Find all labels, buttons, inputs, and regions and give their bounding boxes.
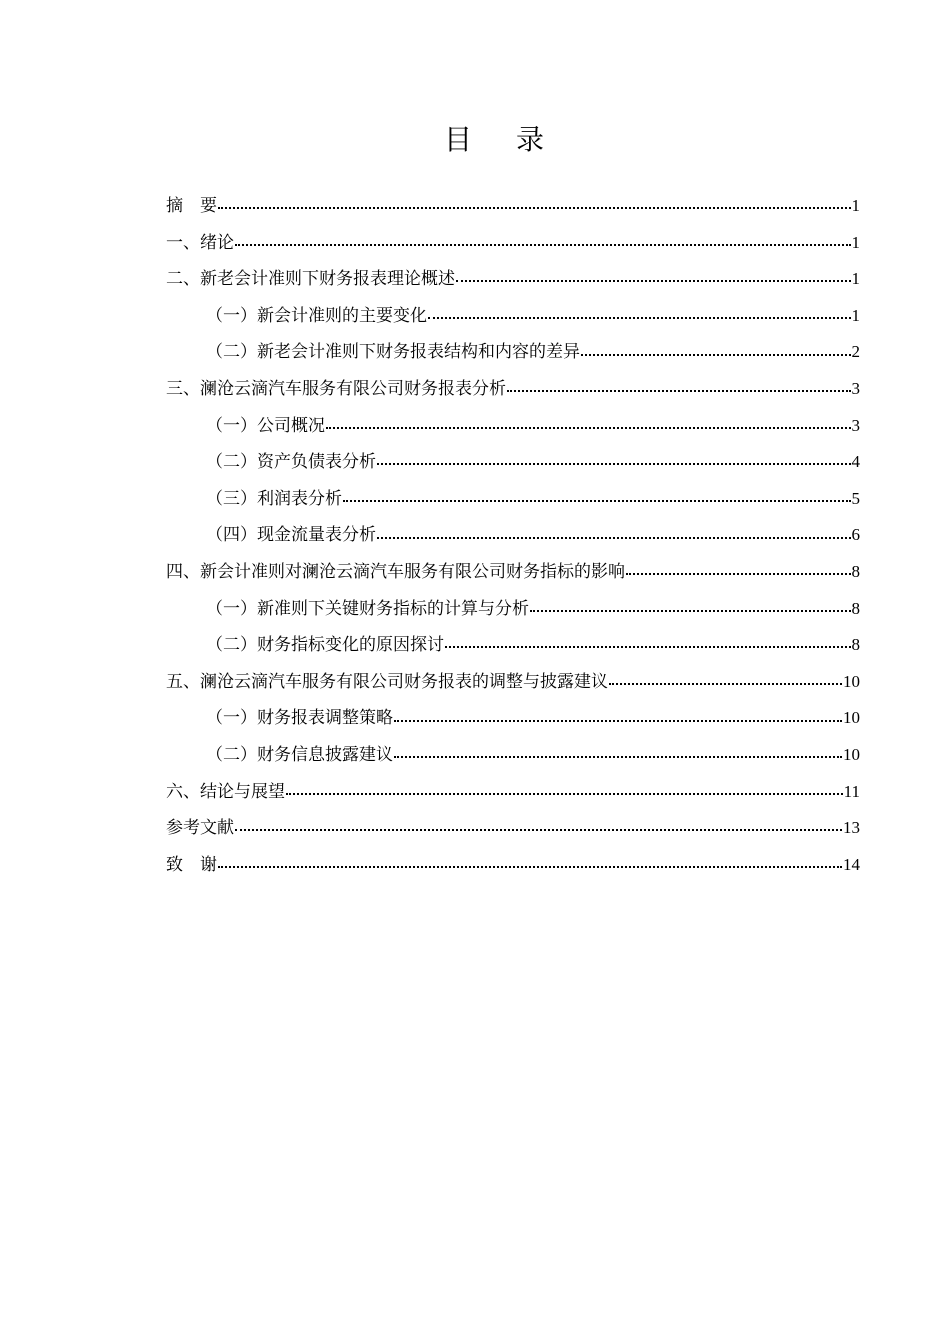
toc-leader-dots [456, 280, 851, 282]
toc-page-number: 8 [851, 635, 860, 655]
toc-leader-dots [626, 573, 851, 575]
toc-entry-label: 六、结论与展望 [166, 781, 285, 802]
toc-entry[interactable] [166, 408, 860, 445]
toc-entry[interactable] [166, 774, 860, 811]
toc-page-number: 1 [851, 269, 860, 289]
toc-entry[interactable] [166, 810, 860, 847]
toc-entry-label: （二）财务信息披露建议 [206, 744, 393, 765]
toc-entry-label: （二）资产负债表分析 [206, 452, 376, 473]
toc-page-number: 4 [851, 452, 860, 472]
toc-page-number: 1 [851, 305, 860, 325]
toc-entry[interactable] [166, 737, 860, 774]
toc-page-number: 11 [843, 781, 860, 801]
toc-entry-label: （四）现金流量表分析 [206, 525, 376, 546]
toc-entry-label: 摘 要 [166, 196, 217, 216]
toc-entry-label: 二、新老会计准则下财务报表理论概述 [166, 269, 455, 290]
toc-page-number: 1 [851, 232, 860, 252]
toc-entry-label: 一、绪论 [166, 232, 234, 253]
toc-entry[interactable] [166, 664, 860, 701]
toc-leader-dots [218, 866, 842, 868]
toc-entry-label: 参考文献 [166, 818, 234, 839]
toc-entry[interactable] [166, 591, 860, 628]
toc-leader-dots [445, 646, 851, 648]
toc-entry-label: 四、新会计准则对澜沧云滴汽车服务有限公司财务指标的影响 [166, 561, 625, 582]
toc-entry[interactable] [166, 261, 860, 298]
toc-entry[interactable] [166, 847, 860, 884]
toc-leader-dots [343, 500, 851, 502]
toc-entry-label: （三）利润表分析 [206, 488, 342, 509]
toc-entry-label: 五、澜沧云滴汽车服务有限公司财务报表的调整与披露建议 [166, 671, 608, 692]
toc-entry[interactable] [166, 700, 860, 737]
table-of-contents [166, 188, 860, 883]
toc-page-number: 3 [851, 415, 860, 435]
toc-entry-label: （一）公司概况 [206, 415, 325, 436]
toc-page-number: 14 [843, 854, 860, 874]
toc-page-number: 8 [851, 598, 860, 618]
toc-page-number: 8 [851, 561, 860, 581]
toc-page-number: 10 [843, 708, 860, 728]
toc-page-number: 10 [843, 671, 860, 691]
toc-leader-dots [377, 537, 851, 539]
toc-page-number: 10 [843, 744, 860, 764]
toc-leader-dots [235, 829, 842, 831]
toc-entry-label: 致 谢 [166, 854, 217, 875]
toc-entry-label: 三、澜沧云滴汽车服务有限公司财务报表分析 [166, 378, 506, 399]
toc-page-number: 5 [851, 488, 860, 508]
page-title [0, 118, 950, 162]
toc-leader-dots [218, 207, 851, 209]
title-char-2: 录 [516, 123, 545, 156]
title-char-1: 目 [443, 123, 472, 156]
toc-page-number: 1 [851, 196, 860, 215]
toc-leader-dots [581, 354, 851, 356]
toc-entry-label: （二）财务指标变化的原因探讨 [206, 635, 444, 656]
toc-leader-dots [326, 427, 851, 429]
toc-leader-dots [609, 683, 842, 685]
toc-entry[interactable] [166, 298, 860, 335]
toc-page-number: 13 [843, 818, 860, 838]
toc-page-number: 2 [851, 342, 860, 362]
toc-entry[interactable] [166, 225, 860, 262]
toc-leader-dots [286, 793, 843, 795]
toc-entry[interactable] [166, 371, 860, 408]
toc-entry[interactable] [166, 188, 860, 225]
toc-leader-dots [428, 317, 851, 319]
toc-entry[interactable] [166, 481, 860, 518]
toc-leader-dots [530, 610, 851, 612]
toc-entry[interactable] [166, 517, 860, 554]
toc-entry[interactable] [166, 444, 860, 481]
toc-entry-label: （一）财务报表调整策略 [206, 708, 393, 729]
toc-entry[interactable] [166, 554, 860, 591]
toc-page-number: 6 [851, 525, 860, 545]
toc-entry-label: （一）新会计准则的主要变化 [206, 305, 427, 326]
toc-leader-dots [394, 720, 842, 722]
toc-entry-label: （一）新准则下关键财务指标的计算与分析 [206, 598, 529, 619]
toc-entry[interactable] [166, 627, 860, 664]
toc-leader-dots [394, 756, 842, 758]
toc-leader-dots [377, 463, 851, 465]
toc-page-number: 3 [851, 378, 860, 398]
toc-entry-label: （二）新老会计准则下财务报表结构和内容的差异 [206, 342, 580, 363]
toc-leader-dots [235, 244, 851, 246]
toc-leader-dots [507, 390, 851, 392]
toc-entry[interactable] [166, 334, 860, 371]
